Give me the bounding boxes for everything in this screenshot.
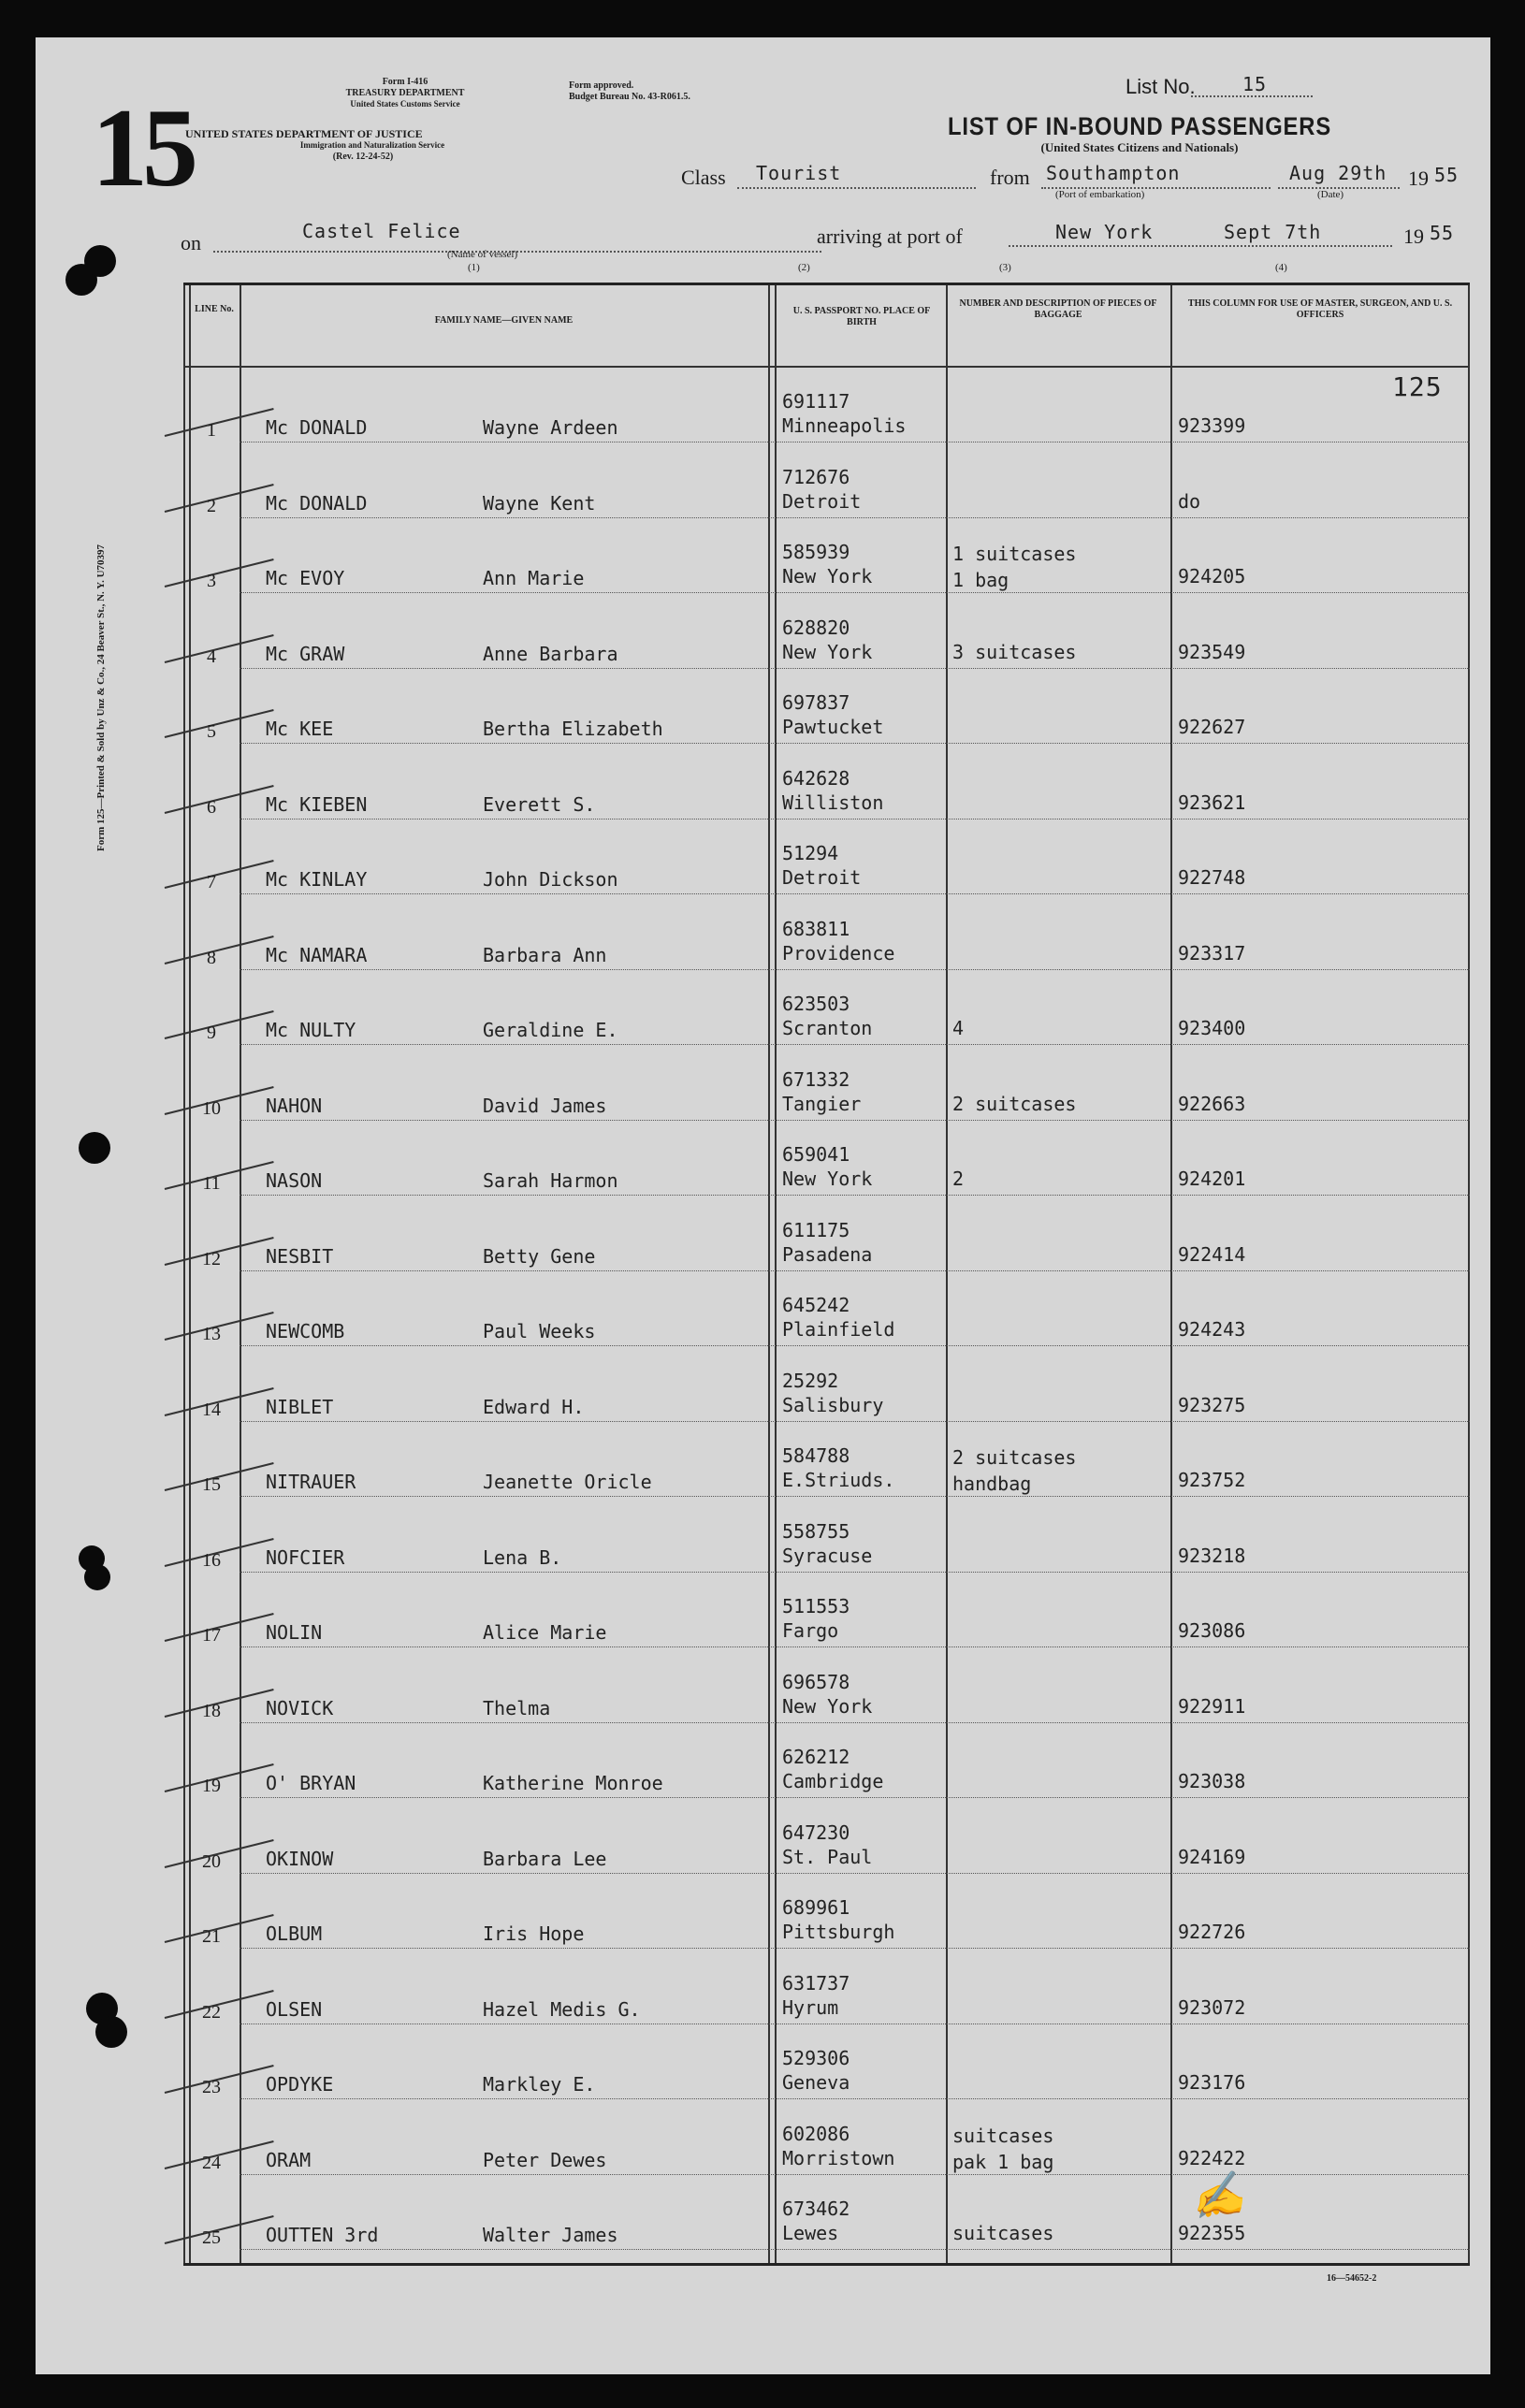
- place-of-birth: Syracuse: [782, 1544, 873, 1567]
- form-dept: TREASURY DEPARTMENT: [345, 88, 465, 98]
- place-of-birth: Scranton: [782, 1017, 873, 1039]
- row-line-number: 18: [202, 1700, 221, 1721]
- passport-number: 611175: [782, 1218, 850, 1241]
- list-no-value: 15: [1242, 73, 1268, 95]
- family-name: Mc NULTY: [266, 1019, 356, 1041]
- given-name: Barbara Ann: [483, 943, 607, 966]
- on-label: on: [181, 231, 201, 254]
- passport-number: 673462: [782, 2198, 850, 2220]
- officer-number: 923218: [1178, 1544, 1246, 1567]
- row-line-number: 24: [202, 2152, 221, 2173]
- family-name: Mc KINLAY: [266, 868, 368, 891]
- row-line-number: 21: [202, 1926, 221, 1947]
- form-justice: UNITED STATES DEPARTMENT OF JUSTICE: [185, 127, 423, 140]
- form-rev: (Rev. 12-24-52): [332, 152, 394, 162]
- baggage-line-2: 1 bag: [952, 569, 1009, 591]
- table-row: [183, 671, 1470, 744]
- table-row: [183, 1273, 1470, 1346]
- row-line-number: 5: [207, 721, 216, 742]
- row-line-number: 17: [202, 1625, 221, 1646]
- col-header-passport: U. S. PASSPORT NO. PLACE OF BIRTH: [792, 306, 931, 327]
- row-line-number: 11: [202, 1173, 221, 1194]
- given-name: Wayne Ardeen: [483, 416, 618, 439]
- year-prefix: 19: [1408, 167, 1429, 190]
- passport-number: 558755: [782, 1519, 850, 1543]
- caption-3: (3): [999, 262, 1011, 273]
- baggage: 1 suitcases: [952, 543, 1077, 565]
- given-name: Katherine Monroe: [483, 1772, 663, 1794]
- baggage: 2 suitcases: [952, 1446, 1077, 1469]
- given-name: Geraldine E.: [483, 1019, 618, 1041]
- given-name: Lena B.: [483, 1545, 562, 1569]
- table-row: [183, 1349, 1470, 1422]
- family-name: Mc GRAW: [266, 642, 345, 665]
- place-of-birth: Pasadena: [782, 1242, 873, 1266]
- vessel-value: Castel Felice: [302, 220, 461, 242]
- given-name: Markley E.: [483, 2073, 596, 2096]
- passenger-table: [183, 283, 1470, 2266]
- from-label: from: [990, 166, 1030, 189]
- officer-number: 923400: [1178, 1017, 1246, 1039]
- passport-number: 645242: [782, 1294, 850, 1316]
- place-of-birth: Hyrum: [782, 1995, 839, 2019]
- place-of-birth: Detroit: [782, 866, 862, 889]
- family-name: NASON: [266, 1169, 323, 1192]
- family-name: NITRAUER: [266, 1471, 356, 1493]
- document-title: LIST OF IN-BOUND PASSENGERS: [947, 112, 1332, 140]
- caption-4: (4): [1275, 262, 1287, 273]
- place-of-birth: Williston: [782, 791, 884, 814]
- family-name: Mc NAMARA: [266, 943, 368, 966]
- manifest-page: [36, 37, 1490, 2374]
- row-line-number: 3: [207, 571, 216, 591]
- row-line-number: 2: [207, 495, 216, 516]
- table-row: [183, 1951, 1470, 2024]
- passport-number: 626212: [782, 1746, 850, 1768]
- table-row: [183, 1876, 1470, 1949]
- row-line-number: 4: [207, 646, 216, 667]
- family-name: Mc DONALD: [266, 416, 368, 439]
- family-name: NESBIT: [266, 1244, 334, 1268]
- officer-number: 922422: [1178, 2146, 1246, 2169]
- row-line-number: 20: [202, 1850, 221, 1872]
- place-of-birth: New York: [782, 1694, 873, 1718]
- row-line-number: 1: [207, 420, 216, 441]
- given-name: Jeanette Oricle: [483, 1471, 652, 1493]
- passport-number: 691117: [782, 390, 850, 413]
- family-name: NOFCIER: [266, 1545, 345, 1569]
- table-row: [183, 1198, 1470, 1271]
- table-row: [183, 1801, 1470, 1874]
- table-row: [183, 2102, 1470, 2175]
- row-line-number: 12: [202, 1248, 221, 1269]
- form-budget: Budget Bureau No. 43-R061.5.: [569, 92, 690, 102]
- punch-hole: [79, 1132, 110, 1164]
- passport-number: 712676: [782, 465, 850, 488]
- family-name: NOVICK: [266, 1696, 334, 1719]
- stamp-count: 125: [1392, 371, 1443, 402]
- given-name: Edward H.: [483, 1395, 585, 1418]
- officer-number: 923752: [1178, 1469, 1246, 1491]
- punch-hole: [84, 1564, 110, 1590]
- family-name: Mc KEE: [266, 718, 334, 740]
- given-name: Everett S.: [483, 792, 596, 816]
- given-name: Hazel Medis G.: [483, 1997, 641, 2021]
- family-name: ORAM: [266, 2148, 312, 2171]
- officer-number: 923038: [1178, 1770, 1246, 1792]
- side-printer-text: Form 125—Printed & Sold by Unz & Co., 24 Beaver St., N. Y. U70397: [95, 544, 107, 852]
- row-line-number: 9: [207, 1023, 216, 1043]
- officer-number: 923275: [1178, 1393, 1246, 1416]
- place-of-birth: New York: [782, 1168, 873, 1190]
- form-number: Form I-416: [382, 77, 428, 87]
- row-line-number: 6: [207, 796, 216, 818]
- passport-number: 683811: [782, 917, 850, 940]
- place-of-birth: Fargo: [782, 1619, 839, 1642]
- officer-number: 924201: [1178, 1168, 1246, 1190]
- baggage-line-2: handbag: [952, 1472, 1032, 1495]
- place-of-birth: Minneapolis: [782, 414, 907, 437]
- row-line-number: 16: [202, 1549, 221, 1571]
- given-name: Walter James: [483, 2224, 618, 2246]
- class-value: Tourist: [756, 162, 842, 184]
- col-header-officers: THIS COLUMN FOR USE OF MASTER, SURGEON, AND U. S. OFFICERS: [1187, 298, 1453, 320]
- officer-number: 923176: [1178, 2071, 1246, 2094]
- given-name: Betty Gene: [483, 1244, 596, 1268]
- form-approved: Form approved.: [569, 80, 634, 91]
- caption-2: (2): [798, 262, 810, 273]
- passport-number: 585939: [782, 541, 850, 563]
- table-row: [183, 897, 1470, 970]
- date-caption: (Date): [1317, 189, 1344, 200]
- passport-number: 689961: [782, 1896, 850, 1919]
- family-name: OLSEN: [266, 1997, 323, 2021]
- family-name: Mc DONALD: [266, 491, 368, 515]
- officer-number: 922663: [1178, 1092, 1246, 1115]
- table-row: [183, 2026, 1470, 2099]
- officer-number: 922355: [1178, 2222, 1246, 2244]
- given-name: Bertha Elizabeth: [483, 718, 663, 740]
- vessel-caption: (Name of vessel): [447, 249, 518, 260]
- family-name: NAHON: [266, 1094, 323, 1117]
- row-line-number: 23: [202, 2077, 221, 2097]
- table-row: [183, 1424, 1470, 1497]
- officer-number: 923621: [1178, 791, 1246, 814]
- given-name: Barbara Lee: [483, 1847, 607, 1870]
- officer-number: 922414: [1178, 1242, 1246, 1266]
- col-header-baggage: NUMBER AND DESCRIPTION OF PIECES OF BAGGAGE: [959, 298, 1157, 320]
- family-name: OKINOW: [266, 1847, 334, 1870]
- baggage-line-2: pak 1 bag: [952, 2150, 1054, 2173]
- date-value: Aug 29th: [1289, 162, 1387, 184]
- place-of-birth: Salisbury: [782, 1393, 884, 1416]
- family-name: NOLIN: [266, 1621, 323, 1644]
- baggage: suitcases: [952, 2222, 1054, 2244]
- place-of-birth: Detroit: [782, 489, 862, 513]
- table-row: [183, 520, 1470, 593]
- given-name: Wayne Kent: [483, 491, 596, 515]
- place-of-birth: St. Paul: [782, 1845, 873, 1868]
- passport-number: 623503: [782, 993, 850, 1015]
- officer-number: 922748: [1178, 866, 1246, 889]
- big-page-number: 15: [92, 85, 193, 210]
- officer-number: 923072: [1178, 1995, 1246, 2019]
- given-name: David James: [483, 1094, 607, 1117]
- officer-number: 922726: [1178, 1921, 1246, 1943]
- row-line-number: 14: [202, 1399, 221, 1420]
- baggage: 4: [952, 1017, 965, 1039]
- given-name: Peter Dewes: [483, 2148, 607, 2171]
- table-row: [183, 1123, 1470, 1196]
- col-header-line-no: LINE No.: [195, 304, 234, 314]
- passport-number: 602086: [782, 2122, 850, 2145]
- passport-number: 25292: [782, 1369, 839, 1392]
- baggage: suitcases: [952, 2124, 1054, 2147]
- row-line-number: 22: [202, 2001, 221, 2023]
- officer-number: 924243: [1178, 1318, 1246, 1341]
- baggage: 3 suitcases: [952, 640, 1077, 663]
- family-name: OLBUM: [266, 1922, 323, 1945]
- table-row: [183, 1500, 1470, 1573]
- col-header-name: FAMILY NAME—GIVEN NAME: [434, 315, 574, 326]
- passport-number: 511553: [782, 1595, 850, 1617]
- arriving-label: arriving at port of: [817, 225, 963, 248]
- family-name: NEWCOMB: [266, 1320, 345, 1342]
- officer-number: 922627: [1178, 716, 1246, 738]
- officer-number: 924205: [1178, 565, 1246, 587]
- officer-number: do: [1178, 489, 1201, 513]
- punch-hole: [95, 2016, 127, 2048]
- given-name: John Dickson: [483, 868, 618, 891]
- officer-number: 922911: [1178, 1694, 1246, 1718]
- passport-number: 628820: [782, 616, 850, 639]
- place-of-birth: Providence: [782, 941, 895, 965]
- officer-number: 923086: [1178, 1619, 1246, 1642]
- passport-number: 631737: [782, 1971, 850, 1995]
- form-service: United States Customs Service: [350, 99, 460, 109]
- passport-number: 659041: [782, 1143, 850, 1166]
- family-name: O' BRYAN: [266, 1772, 356, 1794]
- place-of-birth: Plainfield: [782, 1318, 895, 1341]
- place-of-birth: Tangier: [782, 1092, 862, 1115]
- place-of-birth: Geneva: [782, 2071, 850, 2094]
- table-row: [183, 445, 1470, 518]
- place-of-birth: Pittsburgh: [782, 1921, 895, 1943]
- class-label: Class: [681, 166, 726, 189]
- arrival-port: New York: [1055, 221, 1154, 243]
- table-row: [183, 1725, 1470, 1798]
- family-name: OUTTEN 3rd: [266, 2224, 379, 2246]
- row-line-number: 25: [202, 2227, 221, 2248]
- passport-number: 642628: [782, 766, 850, 790]
- table-row: [183, 972, 1470, 1045]
- arrival-year-suffix: 55: [1430, 222, 1455, 244]
- officer-number: 923549: [1178, 640, 1246, 663]
- arrival-date: Sept 7th: [1224, 221, 1322, 243]
- place-of-birth: New York: [782, 565, 873, 587]
- place-of-birth: Morristown: [782, 2146, 895, 2169]
- row-line-number: 10: [202, 1097, 221, 1119]
- bottom-form-code: 16—54652-2: [1327, 2273, 1377, 2284]
- inspector-signature: ✍: [1187, 2167, 1248, 2225]
- table-row: [183, 370, 1470, 442]
- given-name: Alice Marie: [483, 1621, 607, 1644]
- table-row: [183, 2177, 1470, 2250]
- place-of-birth: Lewes: [782, 2222, 839, 2244]
- officer-number: 923317: [1178, 941, 1246, 965]
- place-of-birth: Pawtucket: [782, 716, 884, 738]
- form-ins: Immigration and Naturalization Service: [299, 140, 445, 150]
- row-line-number: 7: [207, 872, 216, 892]
- place-of-birth: New York: [782, 640, 873, 663]
- passport-number: 671332: [782, 1067, 850, 1091]
- year-suffix: 55: [1434, 164, 1460, 186]
- punch-hole: [84, 245, 116, 277]
- family-name: OPDYKE: [266, 2073, 334, 2096]
- table-row: [183, 596, 1470, 669]
- passport-number: 647230: [782, 1821, 850, 1844]
- family-name: Mc KIEBEN: [266, 792, 368, 816]
- row-line-number: 13: [202, 1324, 221, 1344]
- table-row: [183, 1048, 1470, 1121]
- caption-1: (1): [468, 262, 480, 273]
- passport-number: 529306: [782, 2047, 850, 2069]
- document-subtitle: (United States Citizens and Nationals): [1040, 140, 1239, 154]
- given-name: Thelma: [483, 1696, 551, 1719]
- table-row: [183, 1650, 1470, 1723]
- baggage: 2 suitcases: [952, 1092, 1077, 1115]
- passport-number: 51294: [782, 842, 839, 864]
- given-name: Ann Marie: [483, 567, 585, 589]
- table-row: [183, 747, 1470, 820]
- passport-number: 697837: [782, 691, 850, 714]
- place-of-birth: Cambridge: [782, 1770, 884, 1792]
- baggage: 2: [952, 1168, 965, 1190]
- given-name: Paul Weeks: [483, 1320, 596, 1342]
- port-value: Southampton: [1046, 162, 1181, 184]
- port-caption: (Port of embarkation): [1055, 189, 1145, 200]
- passport-number: 584788: [782, 1444, 850, 1467]
- officer-number: 923399: [1178, 414, 1246, 437]
- table-row: [183, 1574, 1470, 1647]
- family-name: Mc EVOY: [266, 567, 345, 589]
- list-no-label: List No.: [1126, 75, 1196, 98]
- given-name: Iris Hope: [483, 1922, 585, 1945]
- row-line-number: 8: [207, 947, 216, 968]
- family-name: NIBLET: [266, 1395, 334, 1418]
- officer-number: 924169: [1178, 1845, 1246, 1868]
- table-row: [183, 821, 1470, 894]
- arrival-year-prefix: 19: [1403, 225, 1424, 248]
- given-name: Sarah Harmon: [483, 1169, 618, 1192]
- row-line-number: 15: [202, 1474, 221, 1495]
- row-line-number: 19: [202, 1776, 221, 1796]
- passport-number: 696578: [782, 1670, 850, 1693]
- given-name: Anne Barbara: [483, 642, 618, 665]
- place-of-birth: E.Striuds.: [782, 1469, 895, 1491]
